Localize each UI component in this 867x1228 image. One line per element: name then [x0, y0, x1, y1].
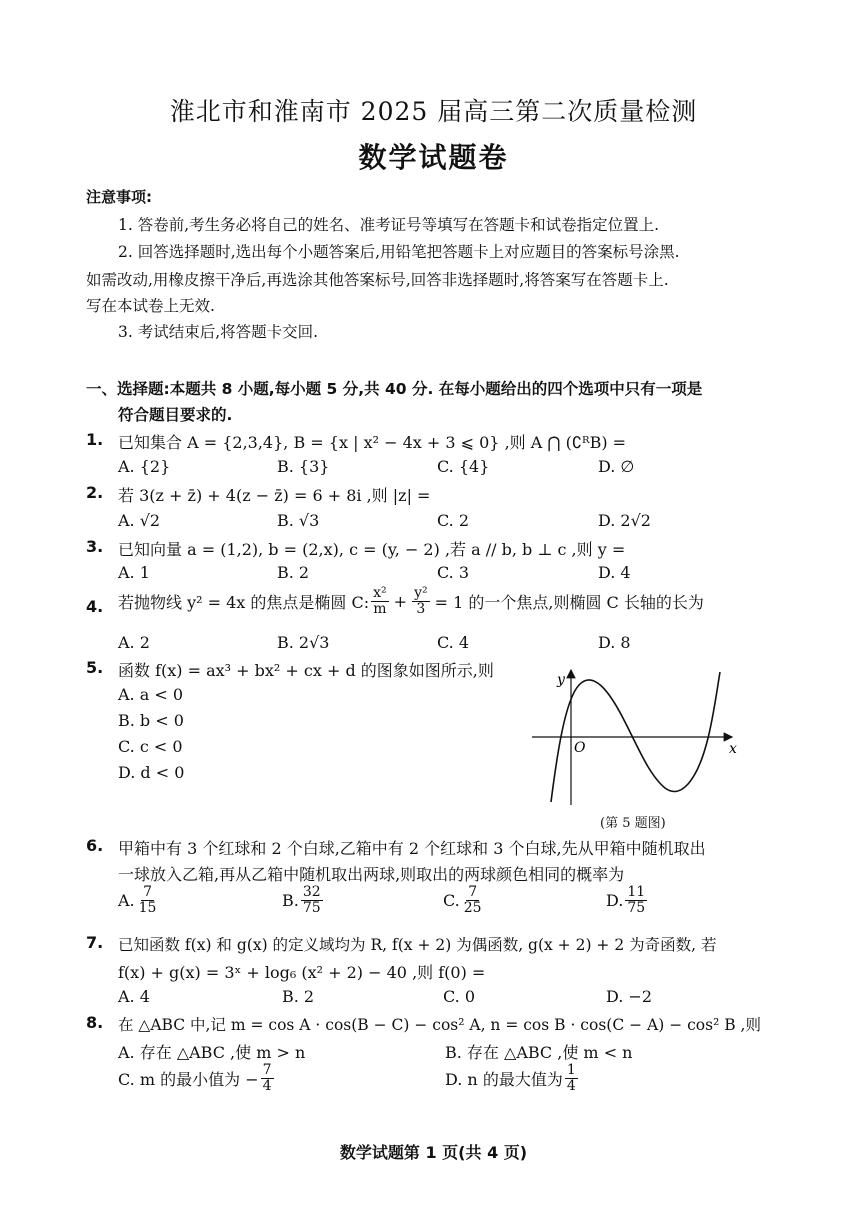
fraction-denominator: 4: [566, 1077, 576, 1094]
option-c: C. c < 0: [118, 737, 183, 756]
page-footer: 数学试题第 1 页(共 4 页): [339, 1143, 528, 1162]
question-number: 8.: [86, 1013, 104, 1032]
option-a: A. {2}: [118, 457, 171, 476]
option-c: [443, 885, 486, 915]
option-c: C. 4: [437, 633, 470, 652]
fraction-denominator: m: [373, 600, 387, 617]
fraction-denominator: 75: [627, 899, 646, 916]
option-a: A. 存在 △ABC ,使 m > n: [118, 1043, 306, 1062]
question-number: 3.: [86, 537, 104, 556]
exam-subtitle: 数学试题卷: [358, 141, 509, 174]
fraction: [565, 1063, 578, 1093]
option-label: D.: [606, 890, 624, 910]
question-text-cont: 一球放入乙箱,再从乙箱中随机取出两球,则取出的两球颜色相同的概率为: [118, 865, 625, 884]
question-number: 5.: [86, 658, 104, 677]
fraction: [371, 586, 389, 616]
note-item: 如需改动,用橡皮擦干净后,再选涂其他答案标号,回答非选择题时,将答案写在答题卡上.: [86, 271, 669, 289]
question-number: 6.: [86, 836, 104, 855]
question-text: 已知集合 A = {2,3,4}, B = {x | x² − 4x + 3 ⩽ 0} ,则 A ⋂ (∁ᴿB) =: [118, 433, 627, 452]
fraction: [462, 885, 484, 915]
fraction-denominator: 3: [416, 600, 426, 617]
question-text-pre: 若抛物线 y² = 4x 的焦点是椭圆 C:: [118, 592, 370, 612]
question-text: 甲箱中有 3 个红球和 2 个白球,乙箱中有 2 个红球和 3 个白球,先从甲箱中随机取出: [118, 839, 706, 858]
notes-heading: 注意事项:: [86, 188, 152, 206]
question-text: 函数 f(x) = ax³ + bx² + cx + d 的图象如图所示,则: [118, 661, 494, 680]
question-number: 4.: [86, 597, 104, 616]
option-d: D. 4: [598, 563, 631, 582]
fraction: [261, 1063, 274, 1093]
x-axis-label: x: [729, 741, 737, 757]
note-item: 2. 回答选择题时,选出每个小题答案后,用铅笔把答题卡上对应题目的答案标号涂黑.: [118, 243, 680, 261]
fraction-numerator: 32: [302, 884, 321, 900]
option-a: A. 2: [118, 633, 150, 652]
option-a: A. √2: [118, 511, 161, 530]
note-item: 1. 答卷前,考生务必将自己的姓名、准考证号等填写在答题卡和试卷指定位置上.: [118, 216, 660, 234]
option-d: D. ∅: [598, 457, 635, 476]
option-c: [118, 1063, 276, 1093]
option-label: B.: [282, 890, 299, 910]
option-d: D. 8: [598, 633, 631, 652]
option-b: B. {3}: [277, 457, 330, 476]
fraction-numerator: 11: [627, 884, 646, 900]
option-a: A. 1: [118, 563, 150, 582]
section-heading-cont: 符合题目要求的.: [118, 406, 233, 424]
option-d: D. 2√2: [598, 511, 651, 530]
cubic-function-graph: [527, 660, 747, 810]
option-b: B. 2√3: [277, 633, 330, 652]
question-text: 若 3(z + z̄) + 4(z − z̄) = 6 + 8i ,则 |z| =: [118, 486, 431, 505]
note-item: 写在本试卷上无效.: [86, 297, 215, 315]
fraction-numerator: 1: [566, 1062, 576, 1078]
option-c: C. 0: [443, 987, 476, 1006]
option-b: [282, 885, 325, 915]
question-text-cont: f(x) + g(x) = 3ˣ + log₆ (x² + 2) − 40 ,则 f(0) =: [118, 963, 486, 982]
option-c: C. 3: [437, 563, 470, 582]
option-c: C. 2: [437, 511, 470, 530]
fraction-numerator: 7: [468, 884, 478, 900]
question-number: 2.: [86, 483, 104, 502]
question-text: 已知向量 a = (1,2), b = (2,x), c = (y, − 2) ,若 a // b, b ⊥ c ,则 y =: [118, 540, 626, 559]
fraction-numerator: x²: [373, 585, 387, 601]
option-label: C.: [443, 890, 460, 910]
fraction: [137, 885, 159, 915]
option-a: [118, 885, 160, 915]
figure-caption: (第 5 题图): [600, 816, 666, 831]
section-heading: 一、选择题:本题共 8 小题,每小题 5 分,共 40 分. 在每小题给出的四个选项中只有一项是: [86, 380, 703, 398]
fraction: [301, 885, 323, 915]
plus-sign: +: [393, 591, 408, 611]
exam-title: 淮北市和淮南市 2025 届高三第二次质量检测: [169, 97, 698, 126]
option-b: B. 2: [282, 987, 315, 1006]
fraction-numerator: 7: [262, 1062, 272, 1078]
graph-svg: [527, 660, 747, 810]
option-d: D. d < 0: [118, 763, 185, 782]
fraction-numerator: 7: [143, 884, 153, 900]
option-b: B. √3: [277, 511, 320, 530]
origin-label: O: [574, 740, 586, 756]
fraction: [625, 885, 647, 915]
question-text: 在 △ABC 中,记 m = cos A · cos(B − C) − cos² A, n = cos B · cos(C − A) − cos² B ,则: [118, 1016, 761, 1034]
option-b: B. 2: [277, 563, 310, 582]
option-label: A.: [118, 890, 135, 910]
fraction-denominator: 75: [302, 899, 321, 916]
option-d: [445, 1063, 580, 1093]
option-a: A. 4: [118, 987, 150, 1006]
option-d: D. −2: [606, 987, 653, 1006]
option-c: C. {4}: [437, 457, 490, 476]
option-b: B. b < 0: [118, 711, 184, 730]
question-text-post: = 1 的一个焦点,则椭圆 C 长轴的长为: [434, 592, 704, 612]
fraction-denominator: 15: [138, 899, 157, 916]
option-b: B. 存在 △ABC ,使 m < n: [445, 1043, 633, 1062]
fraction-denominator: 4: [262, 1077, 272, 1094]
fraction: [412, 586, 430, 616]
fraction-denominator: 25: [463, 899, 482, 916]
option-text: C. m 的最小值为 −: [118, 1069, 259, 1089]
fraction-numerator: y²: [414, 585, 428, 601]
question-number: 1.: [86, 430, 104, 449]
option-d: [606, 885, 649, 915]
question-text: [118, 586, 704, 616]
y-axis-label: y: [557, 672, 565, 688]
option-a: A. a < 0: [118, 685, 184, 704]
question-text: 已知函数 f(x) 和 g(x) 的定义域均为 R, f(x + 2) 为偶函数, g(x + 2) + 2 为奇函数, 若: [118, 936, 717, 954]
option-text: D. n 的最大值为: [445, 1069, 563, 1089]
note-item: 3. 考试结束后,将答题卡交回.: [118, 323, 319, 341]
question-number: 7.: [86, 933, 104, 952]
